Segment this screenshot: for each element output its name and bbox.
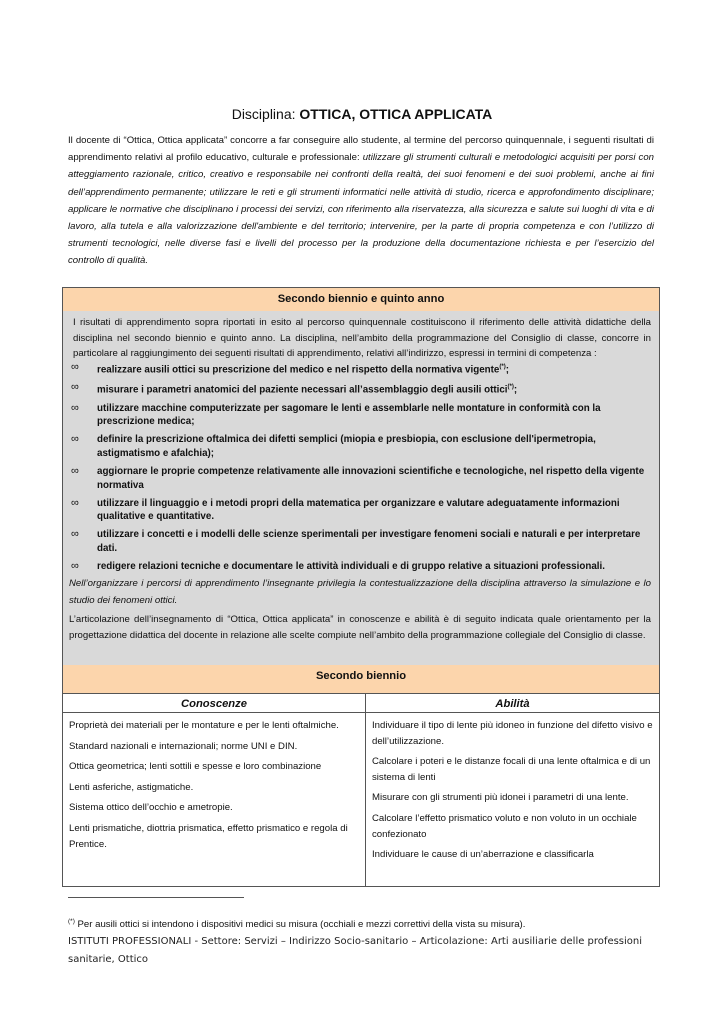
section-heading: Secondo biennio (315, 670, 407, 682)
infinity-bullet-icon: ∞ (71, 361, 79, 373)
table-cell: Sistema ottico dell’occhio e ametropie. (69, 802, 233, 814)
footnote-ref: (*) (507, 384, 514, 391)
conoscenze-column (63, 694, 366, 886)
abilita-heading: Abilità (366, 694, 659, 713)
table-cell: Individuare il tipo di lente più idoneo in funzione del difetto visivo e dell’utilizzazione. (372, 720, 653, 747)
infinity-bullet-icon: ∞ (71, 401, 79, 414)
intro-italic: utilizzare gli strumenti culturali e metodologici acquisiti per porsi con atteggiamento razionale, critico, creativo e responsabile nei confronti della realtà, dei suoi fenomeni e dei suoi problemi, anche ai fini dell’apprendimento permanente; utilizzare le reti e gli strumenti informatici nelle attività di studio, ricerca e approfondimento disciplinare; applicare le normative che disciplinano i processi dei servizi, con riferimento alla riservatezza, alla sicurezza e salute sui luoghi di vita e di lavoro, alla tutela e alla valorizzazione dell'ambiente e del territorio; intervenire, per la parte di propria competenza e con l’utilizzo di strumenti tecnologici, nelle diverse fasi e livelli del processo per la produzione della documentazione richiesta e per l’esercizio del controllo di qualità. (68, 152, 654, 267)
list-item: ∞ utilizzare il linguaggio e i metodi propri della matematica per organizzare e valutare adeguatamente informazioni qualitative e quantitative. (71, 496, 620, 523)
list-item: ∞ utilizzare i concetti e i modelli delle scienze sperimentali per investigare fenomeni sociali e naturali e per interpretare dati. (71, 528, 641, 555)
table-cell: Misurare con gli strumenti più idonei i parametri di una lente. (372, 792, 629, 804)
section-heading: Secondo biennio e quinto anno (277, 293, 445, 305)
competences-intro: I risultati di apprendimento sopra riportati in esito al percorso quinquennale costituiscono il riferimento delle attività didattiche della disciplina nel secondo biennio e quinto anno. La disciplina, nell’ambito della programmazione del Consiglio di classe, concorre in particolare al raggiungimento dei seguenti risultati di apprendimento, relativi all’indirizzo, espressi in termini di competenza : (73, 317, 651, 360)
conoscenze-heading: Conoscenze (63, 694, 365, 713)
articulation-note: L’articolazione dell’insegnamento di “Ottica, Ottica applicata” in conoscenze e abilità è di seguito indicata quale orientamento per la progettazione didattica del docente in relazione alle scelte compiute nell’ambito della programmazione collegiale del Consiglio di classe. (69, 614, 651, 641)
competences-list (71, 361, 651, 578)
footnote-divider (68, 897, 244, 898)
infinity-bullet-icon: ∞ (71, 496, 79, 509)
section-header-secondo-biennio (62, 665, 660, 693)
footnote-text: Per ausili ottici si intendono i dispositivi medici su misura (occhiali e mezzi correttivi della vista su misura). (74, 919, 526, 931)
infinity-bullet-icon: ∞ (71, 560, 79, 573)
title-prefix: Disciplina: (231, 106, 300, 122)
footnote (68, 915, 668, 932)
page-title (0, 106, 724, 122)
table-cell: Lenti prismatiche, diottria prismatica, effetto prismatico e regola di Prentice. (69, 822, 348, 850)
table-cell: Ottica geometrica; lenti sottili e spesse e loro combinazione (69, 761, 322, 773)
infinity-bullet-icon: ∞ (71, 433, 79, 446)
table-cell: Proprietà dei materiali per le montature e per le lenti oftalmiche. (69, 720, 339, 731)
table-cell: Lenti asferiche, astigmatiche. (69, 781, 194, 793)
intro-paragraph (68, 132, 654, 270)
list-item: ∞ definire la prescrizione oftalmica dei difetti semplici (miopia e presbiopia, con esclusione dell'ipermetropia, astigmatismo e afalchia); (71, 433, 596, 459)
table-cell: Calcolare l’effetto prismatico voluto e non voluto in un occhiale confezionato (372, 812, 637, 840)
knowledge-skills-table (62, 693, 660, 887)
table-cell: Calcolare i poteri e le distanze focali di una lente oftalmica e di un sistema di lenti (372, 756, 651, 783)
infinity-bullet-icon: ∞ (71, 528, 79, 541)
institute-footer: ISTITUTI PROFESSIONALI - Settore: Servizi – Indirizzo Socio-sanitario – Articolazione: Arti ausiliarie delle professioni sanitarie, Ottico (68, 936, 643, 965)
list-item: ∞ realizzare ausili ottici su prescrizione del medico e nel rispetto della normativa vigente(*); (71, 361, 509, 376)
competences-panel (62, 311, 660, 666)
list-item: ∞ redigere relazioni tecniche e documentare le attività individuali e di gruppo relative a situazioni professionali. (71, 560, 605, 573)
intro-plain: Il docente di “Ottica, Ottica applicata” concorre a far conseguire allo studente, al termine del percorso quinquennale, i seguenti risultati di apprendimento relativi al profilo educativo, culturale e professionale: (68, 135, 654, 164)
table-cell: Standard nazionali e internazionali; norme UNI e DIN. (69, 740, 298, 752)
teaching-note: Nell’organizzare i percorsi di apprendimento l’insegnante privilegia la contestualizzazione della disciplina attraverso la simulazione e lo studio dei fenomeni ottici. (69, 578, 651, 606)
footnote-mark: (*) (68, 918, 75, 925)
infinity-bullet-icon: ∞ (71, 381, 79, 394)
list-item: ∞ misurare i parametri anatomici del paziente necessari all’assemblaggio degli ausili ottici(*); (71, 381, 518, 396)
abilita-column (366, 694, 659, 886)
infinity-bullet-icon: ∞ (71, 465, 79, 478)
discipline-name: OTTICA, OTTICA APPLICATA (299, 106, 493, 122)
section-header-biennio-quinto (62, 287, 660, 313)
table-cell: Individuare le cause di un’aberrazione e classificarla (372, 849, 594, 861)
list-item: ∞ utilizzare macchine computerizzate per sagomare le lenti e assemblarle nelle montature in conformità con la prescrizione medica; (71, 401, 601, 428)
footnote-ref: (*) (499, 364, 506, 370)
list-item: ∞ aggiornare le proprie competenze relativamente alle innovazioni scientifiche e tecnologiche, nel rispetto della vigente normativa (71, 465, 645, 491)
